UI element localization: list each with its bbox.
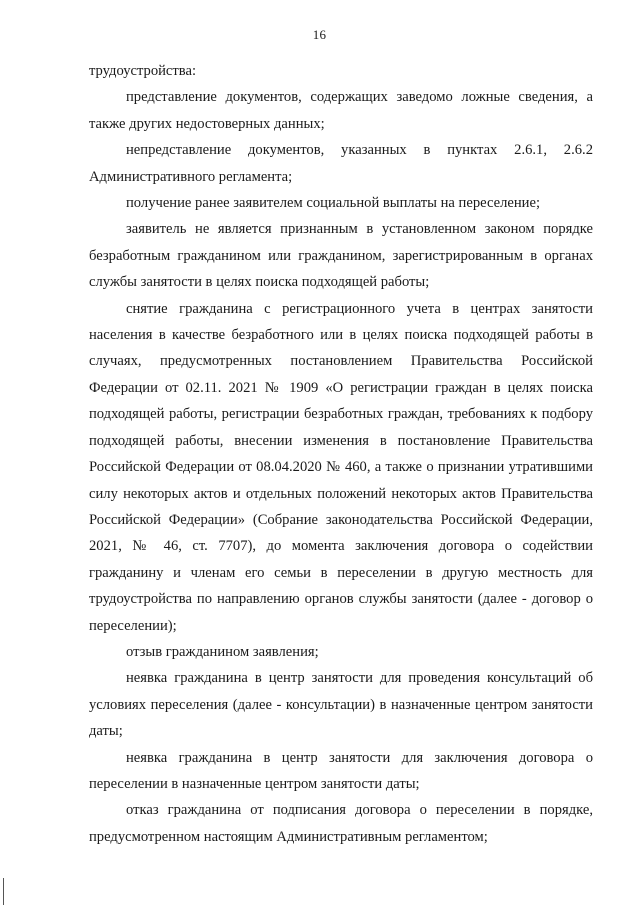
- list-item-no-show-consultation: неявка гражданина в центр занятости для проведения консультаций об условиях переселения (далее - консультации) в назначенные центром занятости даты;: [89, 670, 593, 740]
- list-item-refusal-to-sign: отказ гражданина от подписания договора о переселении в порядке, предусмотренном настоящим Административным регламентом;: [89, 802, 593, 845]
- paragraph-continuation: трудоустройства:: [89, 63, 197, 79]
- scan-edge-mark: [3, 878, 4, 905]
- list-item-missing-documents: непредставление документов, указанных в пунктах 2.6.1, 2.6.2 Административного регламента;: [89, 142, 593, 185]
- list-item-false-documents: представление документов, содержащих заведомо ложные сведения, а также других недостоверных данных;: [89, 89, 593, 132]
- list-item-withdrawal: отзыв гражданином заявления;: [126, 643, 319, 660]
- list-item-not-unemployed: заявитель не является признанным в установленном законом порядке безработным гражданином или гражданином, зарегистрированным в органах службы занятости в целях поиска подходящей работы;: [89, 221, 593, 291]
- list-item-prior-payment: получение ранее заявителем социальной выплаты на переселение;: [126, 195, 541, 212]
- page-number: 16: [312, 27, 327, 42]
- list-item-deregistration: снятие гражданина с регистрационного учета в центрах занятости населения в качестве безработного или в целях поиска подходящей работы в случаях, предусмотренных постановлением Правительства Российской Федерации от 02.11. 2021 № 1909 «О регистрации граждан в целях поиска подходящей работы, регистрации безработных граждан, требованиях к подбору подходящей работы, внесении изменения в постановление Правительства Российской Федерации от 08.04.2020 № 460, а также о признании утратившими силу некоторых актов и отдельных положений некоторых актов Правительства Российской Федерации» (Собрание законодательства Российской Федерации, 2021, № 46, ст. 7707), до момента заключения договора о содействии гражданину и членам его семьи в переселении в другую местность для трудоустройства по направлению органов службы занятости (далее - договор о переселении);: [89, 300, 593, 634]
- list-item-no-show-contract: неявка гражданина в центр занятости для заключения договора о переселении в назначенные центром занятости даты;: [89, 749, 593, 792]
- document-body: [89, 58, 593, 850]
